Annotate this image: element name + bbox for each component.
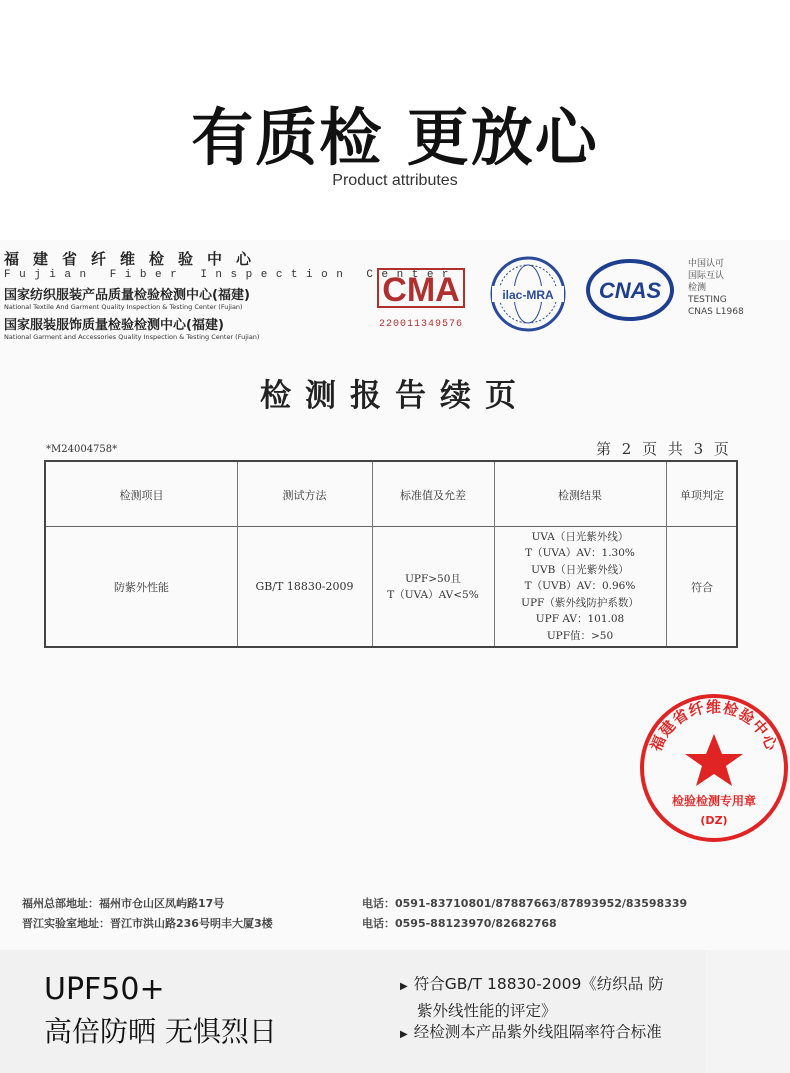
result-line: T（UVB）AV：0.96% (524, 580, 636, 593)
cell-result (494, 527, 666, 646)
cell-test-item: 防紫外性能 (114, 580, 169, 594)
cma-label: CMA (382, 271, 460, 309)
phone-label: 电话： (362, 917, 395, 930)
triangle-bullet-icon: ▶ (400, 1029, 408, 1040)
bullet-standard (400, 972, 664, 1023)
org-name-en: Fujian Fiber Inspection Center (4, 269, 458, 281)
cnas-text-line: TESTING (688, 295, 727, 305)
cnas-text-line: CNAS L1968 (688, 307, 744, 317)
result-line: UVA（日光紫外线） (531, 530, 629, 543)
page-headline: 有质检 更放心 (191, 101, 599, 174)
result-line: UPF（紫外线防护系数） (521, 596, 639, 609)
upf-headline: UPF50+ (44, 972, 165, 1007)
triangle-bullet-icon: ▶ (400, 981, 408, 992)
phone-label: 电话： (362, 897, 395, 910)
standard-line: UPF>50且 (405, 572, 461, 585)
org-national-center-en: National Textile And Garment Quality Inspection & Testing Center (Fujian) (4, 303, 243, 311)
result-line: UVB（日光紫外线） (531, 563, 629, 576)
bullet-text: 经检测本产品紫外线阻隔率符合标准 (413, 1023, 662, 1041)
report-title: 检测报告续页 (260, 378, 530, 414)
inspection-report (0, 240, 790, 950)
phone-value: 0591-83710801/87887663/87893952/83598339 (395, 897, 688, 910)
header-judgement: 单项判定 (680, 488, 724, 502)
bottom-banner (0, 950, 790, 1073)
bullet-text: 符合GB/T 18830-2009《纺织品 防 (413, 975, 664, 993)
result-line: T（UVA）AV：1.30% (525, 547, 635, 560)
cnas-text-line: 中国认可 (688, 259, 725, 269)
cnas-label: CNAS (598, 278, 662, 303)
ilac-mra-logo (488, 254, 568, 334)
org-garment-center-en: National Garment and Accessories Quality Inspection & Testing Center (Fujian) (4, 333, 260, 341)
org-garment-center: 国家服装服饰质量检验检测中心(福建) (4, 318, 224, 333)
ilac-label: ilac-MRA (502, 288, 554, 302)
cnas-text-line: 检测 (688, 283, 707, 293)
cma-number: 220011349576 (378, 319, 463, 330)
cnas-logo (585, 258, 675, 322)
header-test-method: 测试方法 (282, 488, 327, 502)
address-lab (22, 915, 273, 931)
seal-code: (DZ) (700, 814, 728, 827)
header-result: 检测结果 (558, 488, 602, 502)
report-page-info: 第 2 页 共 3 页 (596, 440, 732, 458)
report-code: *M24004758* (46, 444, 118, 455)
address-value: 晋江市洪山路236号明丰大厦3楼 (110, 917, 273, 930)
bullet-tested (400, 1020, 662, 1047)
official-seal (636, 688, 790, 844)
phone-value: 0595-88123970/82682768 (395, 917, 557, 930)
seal-inner-text: 检验检测专用章 (671, 794, 757, 808)
cma-logo (372, 263, 470, 330)
page-subheadline: Product attributes (332, 172, 458, 189)
result-line: UPF值：>50 (546, 629, 614, 642)
test-results-table (44, 460, 738, 648)
cnas-text-line: 国际互认 (688, 271, 725, 281)
address-label: 福州总部地址： (22, 897, 99, 910)
org-national-center: 国家纺织服装产品质量检验检测中心(福建) (4, 288, 250, 303)
header-test-item: 检测项目 (119, 488, 164, 502)
cell-standard (372, 527, 494, 646)
phone-lab (362, 915, 557, 931)
cell-judgement: 符合 (691, 580, 713, 594)
header-standard: 标准值及允差 (400, 488, 466, 502)
address-hq (22, 895, 224, 911)
standard-line: T（UVA）AV<5% (387, 588, 479, 601)
result-line: UPF AV：101.08 (535, 613, 625, 626)
address-value: 福州市仓山区凤屿路17号 (99, 897, 225, 910)
bullet-text: 紫外线性能的评定》 (417, 1002, 557, 1020)
cnas-accreditation-text (688, 258, 788, 318)
cell-test-method: GB/T 18830-2009 (255, 580, 354, 593)
address-label: 晋江实验室地址： (22, 917, 110, 930)
phone-hq (362, 895, 687, 911)
seal-star-icon (685, 734, 743, 786)
seal-ring-text: 福建省纤维检验中心 (646, 698, 782, 754)
org-name-cn: 福建省纤维检验中心 (4, 250, 266, 268)
upf-subline: 高倍防晒 无惧烈日 (44, 1015, 277, 1048)
